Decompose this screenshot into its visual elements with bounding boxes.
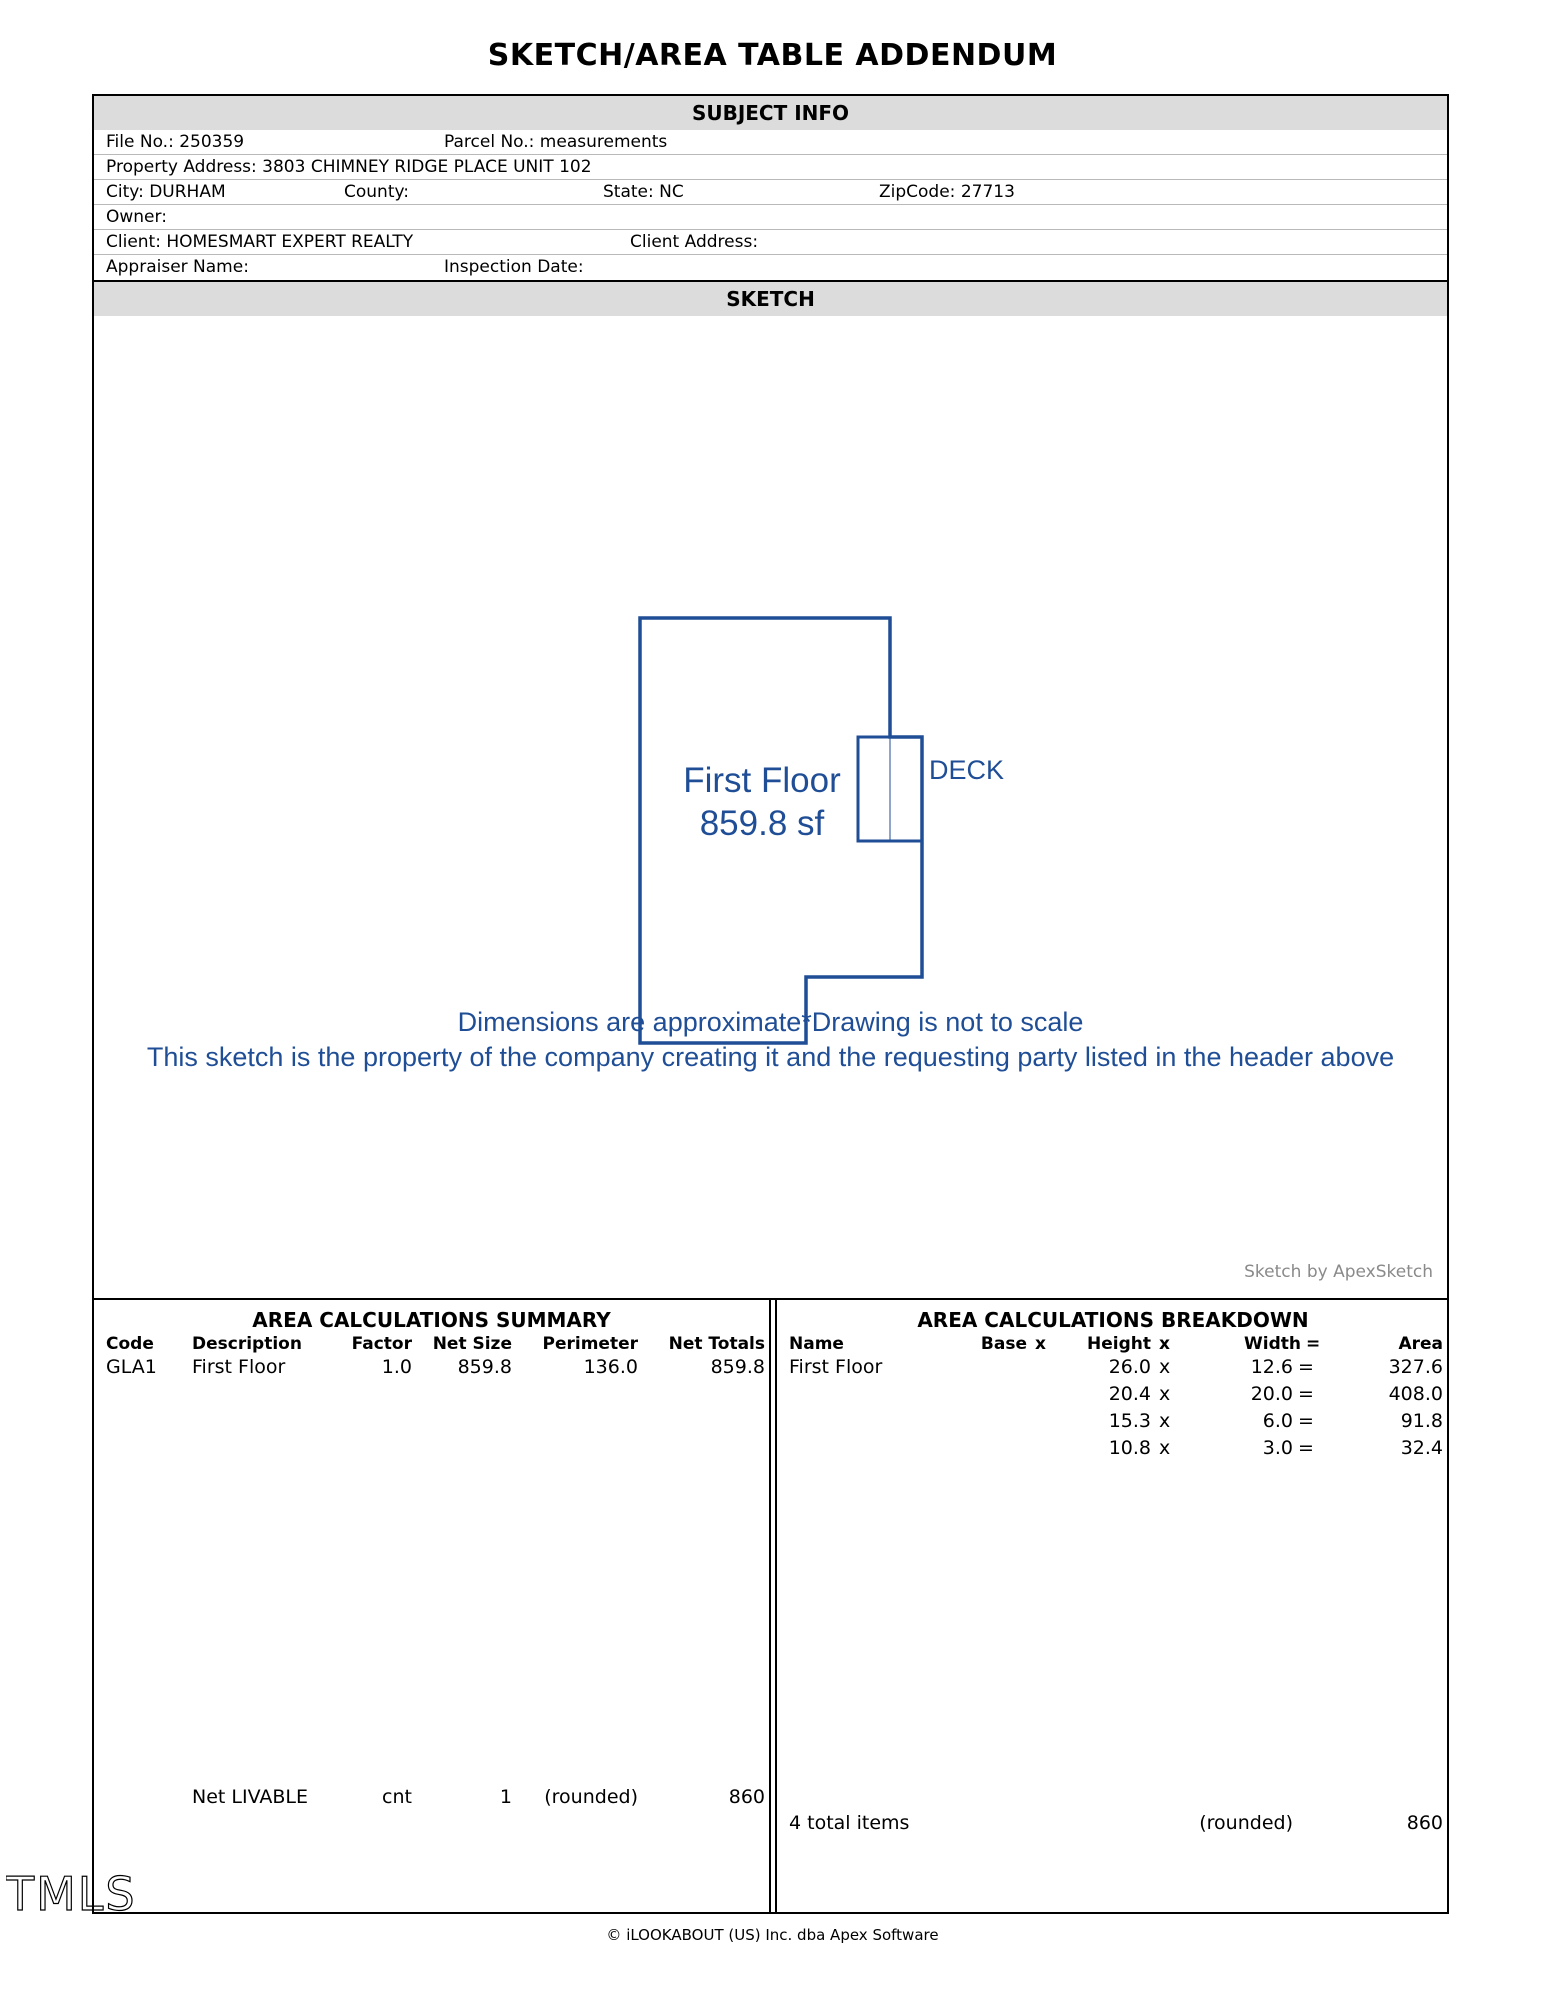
- row-x: x: [1159, 1356, 1171, 1378]
- info-row-owner: [94, 205, 1447, 230]
- row-factor: 1.0: [381, 1356, 412, 1378]
- ownership-note: This sketch is the property of the company creating it and the requesting party listed in the header above: [146, 1042, 1395, 1072]
- col-factor: Factor: [351, 1334, 412, 1354]
- area-breakdown-title: AREA CALCULATIONS BREAKDOWN: [917, 1308, 1309, 1332]
- row-width: 3.0: [1262, 1437, 1293, 1459]
- rounded-label: (rounded): [544, 1786, 638, 1808]
- row-area: 91.8: [1400, 1410, 1443, 1432]
- zipcode: ZipCode: 27713: [879, 182, 1015, 202]
- col-height: Height: [1087, 1334, 1151, 1354]
- col-description: Description: [192, 1334, 302, 1354]
- row-description: First Floor: [192, 1356, 286, 1378]
- row-x: x: [1159, 1437, 1171, 1459]
- deck-label: DECK: [929, 755, 1005, 785]
- row-equals: =: [1298, 1410, 1314, 1432]
- area-summary-title: AREA CALCULATIONS SUMMARY: [252, 1308, 611, 1332]
- col-area: Area: [1398, 1334, 1443, 1354]
- livable-count: 1: [499, 1786, 512, 1808]
- sketch-header: SKETCH: [94, 282, 1447, 316]
- area-summary-panel: [94, 1300, 771, 1914]
- breakdown-total: 860: [1406, 1812, 1443, 1834]
- col-width: Width: [1244, 1334, 1301, 1354]
- county: County:: [344, 182, 410, 202]
- row-area: 32.4: [1400, 1437, 1443, 1459]
- parcel-number: Parcel No.: measurements: [444, 132, 668, 152]
- col-x: x: [1159, 1334, 1170, 1354]
- owner: Owner:: [106, 207, 167, 227]
- area-breakdown-panel: [775, 1300, 1449, 1914]
- col-name: Name: [789, 1334, 844, 1354]
- row-height: 15.3: [1108, 1410, 1151, 1432]
- row-net-totals: 859.8: [710, 1356, 765, 1378]
- inspection-date: Inspection Date:: [444, 257, 584, 277]
- tmls-watermark-logo: [6, 1870, 154, 1924]
- row-equals: =: [1298, 1383, 1314, 1405]
- watermark-text: TMLS: [6, 1870, 137, 1920]
- sketch-credit: Sketch by ApexSketch: [1244, 1262, 1433, 1282]
- city: City: DURHAM: [106, 182, 226, 202]
- row-height: 20.4: [1108, 1383, 1151, 1405]
- col-base: Base: [980, 1334, 1027, 1354]
- row-height: 10.8: [1108, 1437, 1151, 1459]
- client: Client: HOMESMART EXPERT REALTY: [106, 232, 414, 252]
- net-livable-label: Net LIVABLE: [192, 1786, 308, 1808]
- row-x: x: [1159, 1383, 1171, 1405]
- col-code: Code: [106, 1334, 154, 1354]
- addendum-form: [92, 94, 1449, 1914]
- col-equals: =: [1306, 1334, 1321, 1354]
- row-code: GLA1: [106, 1356, 157, 1378]
- info-row-location: [94, 180, 1447, 205]
- info-row-file: [94, 130, 1447, 155]
- row-equals: =: [1298, 1437, 1314, 1459]
- sketch-area: [94, 320, 1447, 1300]
- floor-plan-drawing: [94, 320, 1447, 1300]
- col-perimeter: Perimeter: [542, 1334, 638, 1354]
- row-width: 6.0: [1262, 1410, 1293, 1432]
- row-height: 26.0: [1108, 1356, 1151, 1378]
- row-perimeter: 136.0: [583, 1356, 638, 1378]
- row-area: 408.0: [1388, 1383, 1443, 1405]
- row-x: x: [1159, 1410, 1171, 1432]
- info-row-appraiser: [94, 255, 1447, 280]
- cnt-label: cnt: [382, 1786, 412, 1808]
- scale-note: Dimensions are approximate*Drawing is not to scale: [457, 1007, 1084, 1037]
- breakdown-name: First Floor: [789, 1356, 883, 1378]
- copyright-footer: © iLOOKABOUT (US) Inc. dba Apex Software: [606, 1926, 939, 1944]
- first-floor-label: First Floor: [683, 761, 841, 800]
- property-address: Property Address: 3803 CHIMNEY RIDGE PLACE UNIT 102: [106, 157, 592, 177]
- row-area: 327.6: [1388, 1356, 1443, 1378]
- row-net-size: 859.8: [457, 1356, 512, 1378]
- client-address: Client Address:: [630, 232, 759, 252]
- rounded-label: (rounded): [1199, 1812, 1293, 1834]
- total-items-label: 4 total items: [789, 1812, 910, 1834]
- col-net-totals: Net Totals: [668, 1334, 765, 1354]
- row-width: 20.0: [1250, 1383, 1293, 1405]
- info-row-client: [94, 230, 1447, 255]
- col-x: x: [1035, 1334, 1046, 1354]
- info-row-address: [94, 155, 1447, 180]
- document-title: SKETCH/AREA TABLE ADDENDUM: [487, 38, 1058, 73]
- row-width: 12.6: [1250, 1356, 1293, 1378]
- appraiser-name: Appraiser Name:: [106, 257, 249, 277]
- subject-info-header: SUBJECT INFO: [94, 96, 1447, 130]
- row-equals: =: [1298, 1356, 1314, 1378]
- state: State: NC: [603, 182, 684, 202]
- col-net-size: Net Size: [432, 1334, 512, 1354]
- first-floor-area: 859.8 sf: [699, 804, 825, 843]
- file-number: File No.: 250359: [106, 132, 245, 152]
- livable-total: 860: [728, 1786, 765, 1808]
